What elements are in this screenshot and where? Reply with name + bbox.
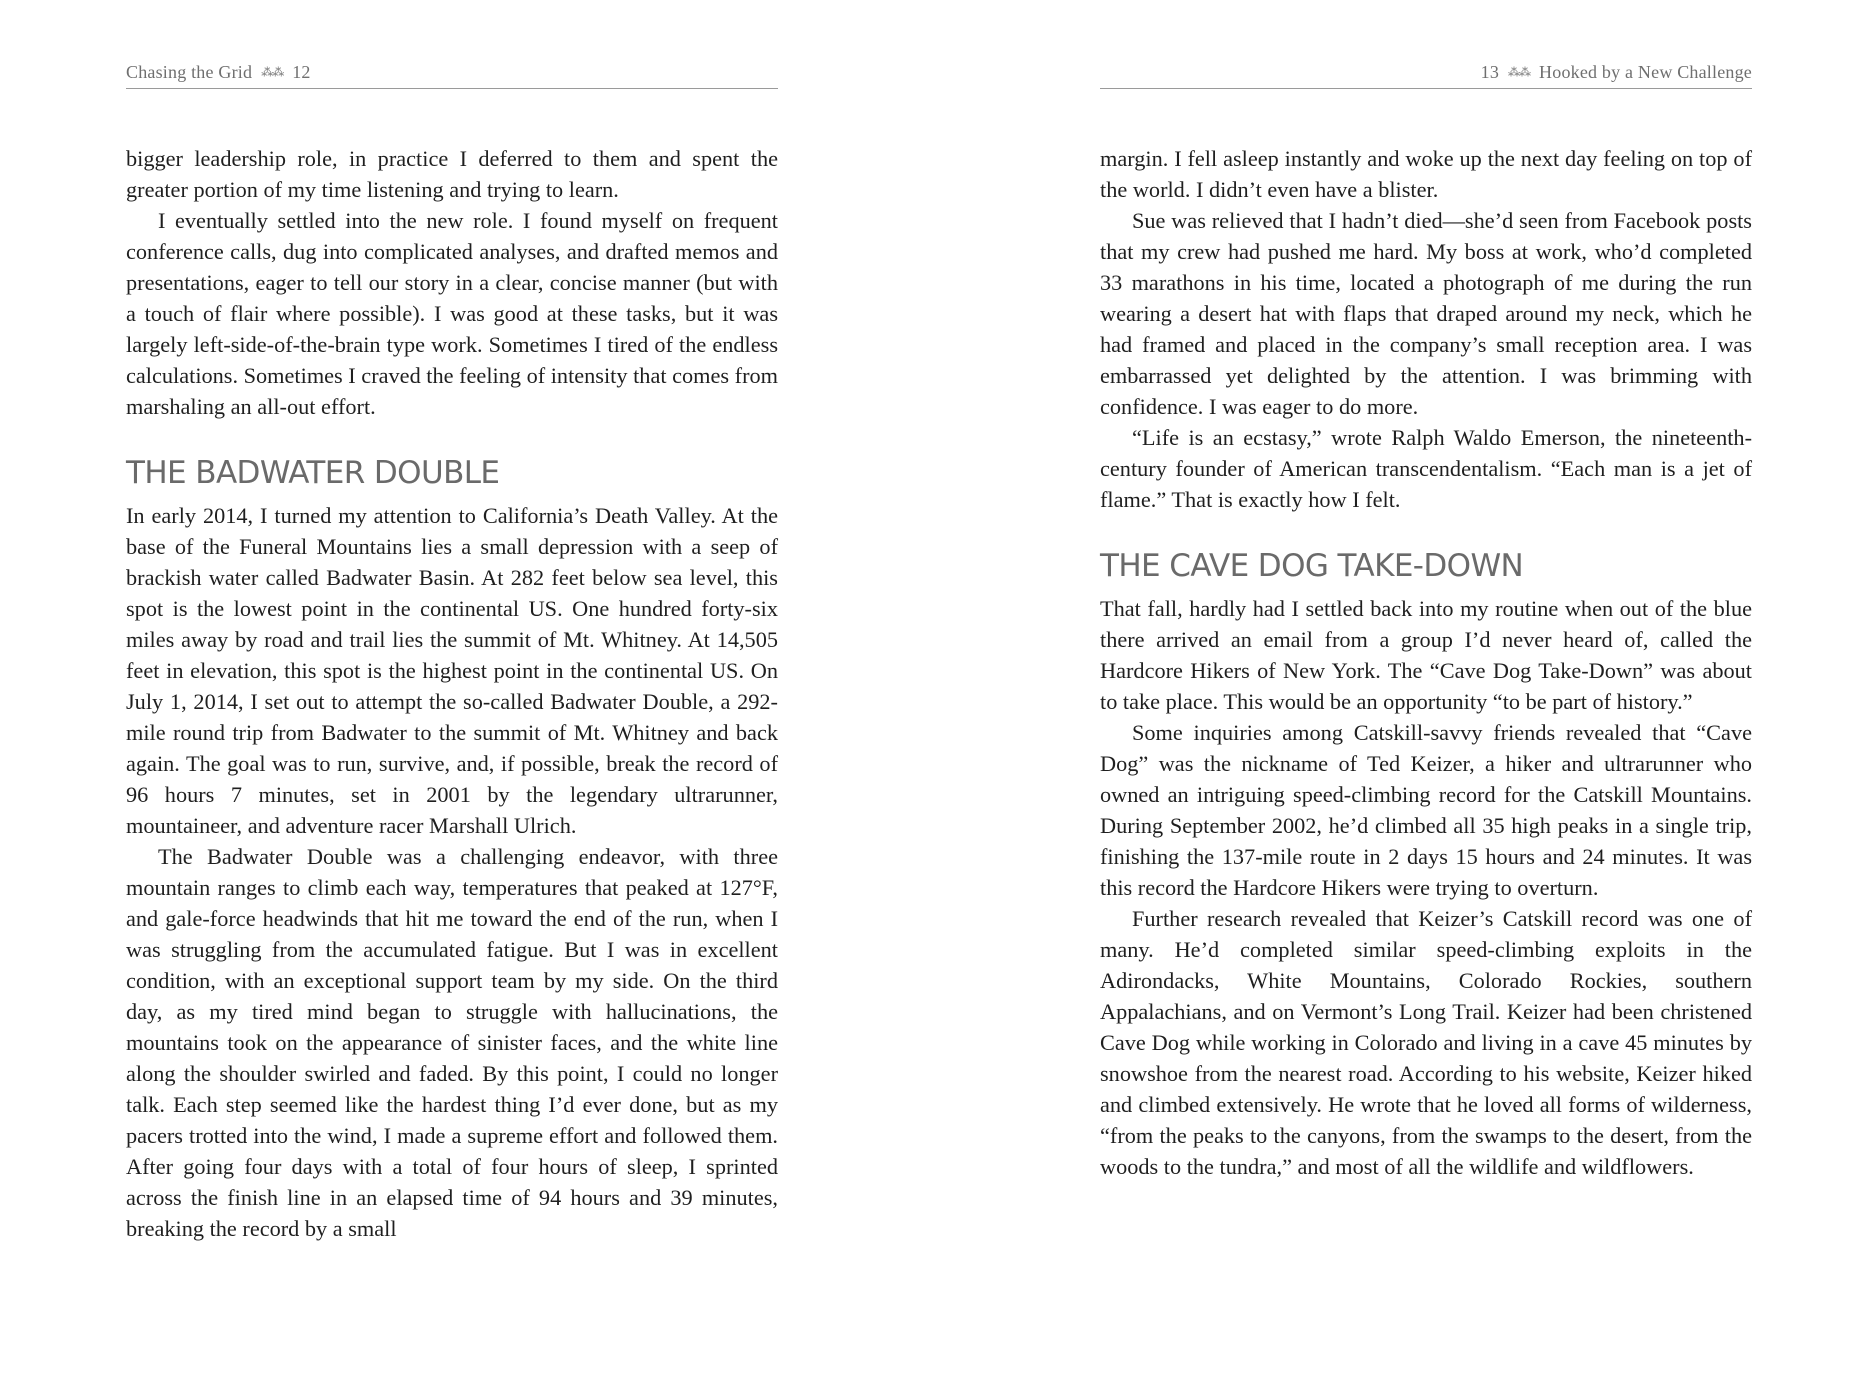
paragraph: I eventually settled into the new role. I found myself on frequent conference calls, dug into complicated analyses, and drafted memos and presentations, eager to tell our story in a clear, concise manner (but with a touch of flair where possible). I was good at these tasks, but it was largely left-side-of-the-brain type work. Sometimes I tired of the endless calculations. Sometimes I craved the feeling of intensity that comes from marshaling an all-out effort. (126, 208, 778, 419)
chapter-title: Hooked by a New Challenge (1539, 62, 1752, 82)
section-heading: THE BADWATER DOUBLE (126, 455, 500, 491)
ornament-icon: ⁂⁂ (261, 65, 284, 79)
page-number: 12 (292, 62, 311, 82)
paragraph: Some inquiries among Catskill-savvy friends revealed that “Cave Dog” was the nickname of Ted Keizer, a hiker and ultrarunner who owned an intriguing speed-climbing record for the Catskill Mountains. During September 2002, he’d climbed all 35 high peaks in a single trip, finishing the 137-mile route in 2 days 15 hours and 24 minutes. It was this record the Hardcore Hikers were trying to overturn. (1100, 720, 1752, 900)
left-running-head (126, 60, 778, 89)
paragraph: Further research revealed that Keizer’s Catskill record was one of many. He’d completed similar speed-climbing exploits in the Adirondacks, White Mountains, Colorado Rockies, southern Appalachians, and on Vermont’s Long Trail. Keizer had been christened Cave Dog while working in Colorado and living in a cave 45 minutes by snowshoe from the nearest road. According to his website, Keizer hiked and climbed extensively. He wrote that he loved all forms of wilderness, “from the peaks to the canyons, from the swamps to the desert, from the woods to the tundra,” and most of all the wildlife and wildflowers. (1100, 906, 1752, 1179)
right-page-body (1100, 143, 1752, 1182)
left-page (126, 0, 778, 1396)
paragraph: bigger leadership role, in practice I deferred to them and spent the greater portion of my time listening and trying to learn. (126, 146, 778, 202)
book-title: Chasing the Grid (126, 62, 253, 82)
paragraph: In early 2014, I turned my attention to California’s Death Valley. At the base of the Funeral Mountains lies a small depression with a seep of brackish water called Badwater Basin. At 282 feet below sea level, this spot is the lowest point in the continental US. One hundred forty-six miles away by road and trail lies the summit of Mt. Whitney. At 14,505 feet in elevation, this spot is the highest point in the continental US. On July 1, 2014, I set out to attempt the so-called Badwater Double, a 292-mile round trip from Badwater to the summit of Mt. Whitney and back again. The goal was to run, survive, and, if possible, break the record of 96 hours 7 minutes, set in 2001 by the legendary ultrarunner, mountaineer, and adventure racer Marshall Ulrich. (126, 503, 778, 838)
paragraph: Sue was relieved that I hadn’t died—she’d seen from Facebook posts that my crew had pushed me hard. My boss at work, who’d completed 33 marathons in his time, located a photograph of me during the run wearing a desert hat with flaps that draped around my neck, which he had framed and placed in the company’s small reception area. I was embarrassed yet delighted by the attention. I was brimming with confidence. I was eager to do more. (1100, 208, 1752, 419)
section-heading: THE CAVE DOG TAKE-DOWN (1100, 548, 1524, 584)
right-page (1100, 0, 1752, 1396)
paragraph: That fall, hardly had I settled back into my routine when out of the blue there arrived an email from a group I’d never heard of, called the Hardcore Hikers of New York. The “Cave Dog Take-Down” was about to take place. This would be an opportunity “to be part of history.” (1100, 596, 1752, 714)
paragraph: The Badwater Double was a challenging endeavor, with three mountain ranges to climb each way, temperatures that peaked at 127°F, and gale-force headwinds that hit me toward the end of the run, when I was struggling from the accumulated fatigue. But I was in excellent condition, with an exceptional support team by my side. On the third day, as my tired mind began to struggle with hallucinations, the mountains took on the appearance of sinister faces, and the white line along the shoulder swirled and faded. By this point, I could no longer talk. Each step seemed like the hardest thing I’d ever done, but as my pacers trotted into the wind, I made a supreme effort and followed them. After going four days with a total of four hours of sleep, I sprinted across the finish line in an elapsed time of 94 hours and 39 minutes, breaking the record by a small (126, 844, 778, 1241)
ornament-icon: ⁂⁂ (1508, 65, 1531, 79)
paragraph: margin. I fell asleep instantly and woke up the next day feeling on top of the world. I didn’t even have a blister. (1100, 146, 1752, 202)
right-running-head (1100, 60, 1752, 89)
paragraph: “Life is an ecstasy,” wrote Ralph Waldo Emerson, the nineteenth-century founder of American transcendentalism. “Each man is a jet of flame.” That is exactly how I felt. (1100, 425, 1752, 512)
left-page-body (126, 143, 778, 1244)
page-number: 13 (1480, 62, 1500, 82)
